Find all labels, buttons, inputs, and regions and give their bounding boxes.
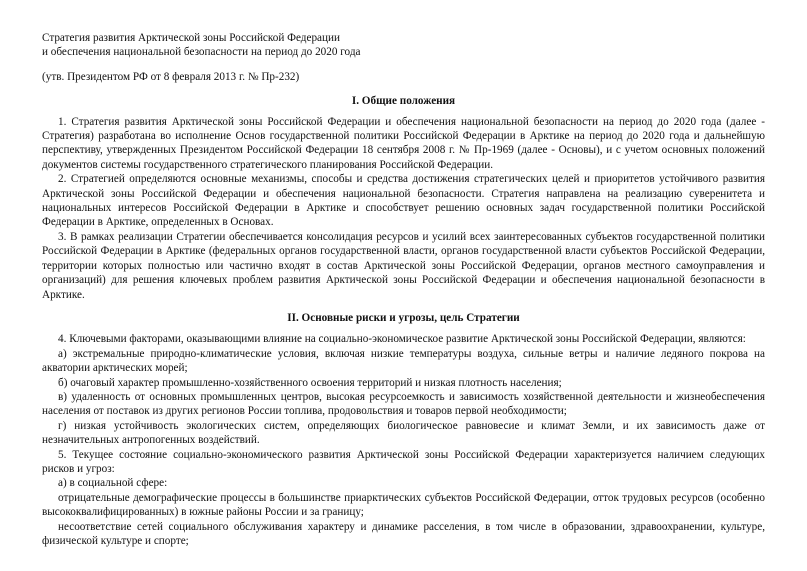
section-risks-threats-goal (42, 311, 765, 549)
document-title-line-2: и обеспечения национальной безопасности на период до 2020 года (42, 46, 361, 59)
paragraph: 4. Ключевыми факторами, оказывающими влияние на социально-экономическое развитие Арктической зоны Российской Федерации, являются: (58, 333, 746, 346)
list-item: в) удаленность от основных промышленных центров, высокая ресурсоемкость и зависимость хозяйственной деятельности и жизнеобеспечения населения от поставок из других регионов России топлива, продовольствия и товаров первой необходимости; (42, 390, 765, 418)
document-title-line-1: Стратегия развития Арктической зоны Российской Федерации (42, 32, 340, 44)
paragraph: 3. В рамках реализации Стратегии обеспечивается консолидация ресурсов и усилий всех заинтересованных субъектов государственной политики Российской Федерации в Арктике (федеральных органов государственной власти, органов государственной власти субъектов Российской Федерации, территории которых полностью или частично входят в состав Арктической зоны Российской Федерации, органов местного самоуправления и организаций) для решения ключевых проблем развития Арктической зоны Российской Федерации и обеспечения национальной безопасности в Арктике. (42, 230, 765, 301)
list-item: несоответствие сетей социального обслуживания характеру и динамике расселения, в том числе в образовании, здравоохранении, культуре, физической культуре и спорте; (42, 520, 765, 547)
approval-note: (утв. Президентом РФ от 8 февраля 2013 г. № Пр-232) (42, 70, 300, 83)
list-item: а) экстремальные природно-климатические условия, включая низкие температуры воздуха, сильные ветры и наличие ледяного покрова на акватории арктических морей; (42, 347, 765, 375)
paragraph: 5. Текущее состояние социально-экономического развития Арктической зоны Российской Федерации характеризуется наличием следующих рисков и угроз: (42, 448, 765, 475)
document-header (42, 31, 765, 84)
list-item: а) в социальной сфере: (58, 477, 168, 490)
list-item: г) низкая устойчивость экологических систем, определяющих биологическое равновесие и климат Земли, и их зависимость даже от незначительных антропогенных воздействий. (42, 419, 765, 447)
section-title: II. Основные риски и угрозы, цель Стратегии (287, 311, 520, 324)
list-item: б) очаговый характер промышленно-хозяйственного освоения территорий и низкая плотность населения; (58, 376, 562, 389)
paragraph: 2. Стратегией определяются основные механизмы, способы и средства достижения стратегических целей и приоритетов устойчивого развития Арктической зоны Российской Федерации и обеспечения национальной безопасности. Стратегия направлена на реализацию суверенитета и национальных интересов Российской Федерации в Арктике и способствует решению основных задач государственной политики Российской Федерации в Арктике, определенных в Основах. (42, 173, 765, 229)
section-general-provisions (42, 94, 765, 302)
list-item: отрицательные демографические процессы в большинстве приарктических субъектов Российской Федерации, отток трудовых ресурсов (особенно высококвалифицированных) в южные районы России и за границу; (42, 491, 765, 519)
section-title: I. Общие положения (351, 95, 456, 108)
paragraph: 1. Стратегия развития Арктической зоны Российской Федерации и обеспечения национальной безопасности на период до 2020 года (далее - Стратегия) разработана во исполнение Основ государственной политики Российской Федерации в Арктике на период до 2020 года и дальнейшую перспективу, утвержденных Президентом Российской Федерации 18 сентября 2008 г. № Пр-1969 (далее - Основы), и с учетом основных положений документов системы государственного стратегического планирования Российской Федерации. (42, 115, 765, 171)
